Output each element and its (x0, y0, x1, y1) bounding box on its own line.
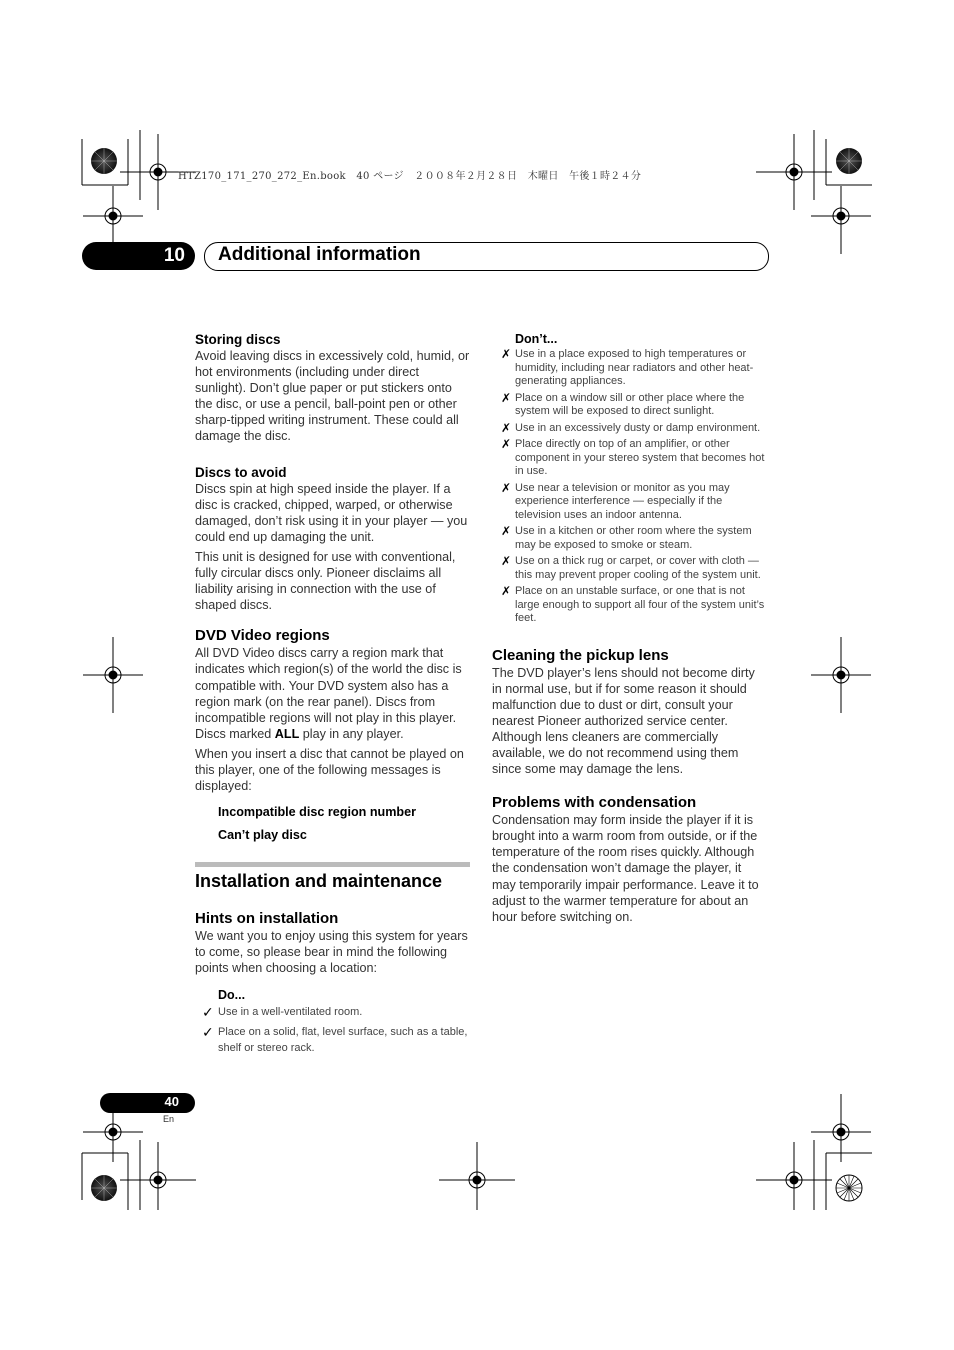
check-icon: ✓ (202, 1023, 214, 1040)
chapter-title-box (204, 242, 769, 271)
cross-icon: ✗ (501, 390, 512, 405)
cleaning-text: The DVD player’s lens should not become dirty in normal use, but if for some reason it should malfunction due to dust or dirt, consult your nearest Pioneer authorized service center. Although lens cleaners are commercially available, we do not recommend using them since some may damage the lens. (492, 665, 755, 777)
hints-heading: Hints on installation (195, 910, 339, 928)
dont-item: ✗ Use in a kitchen or other room where the system may be exposed to smoke or steam. (501, 524, 752, 551)
region-message-2: Can’t play disc (218, 828, 307, 843)
cross-icon: ✗ (501, 347, 512, 361)
chapter-number: 10 (163, 245, 185, 266)
page-number: 40 (164, 1094, 179, 1109)
region-message-1: Incompatible disc region number (218, 805, 417, 820)
do-item: ✓ Place on a solid, flat, level surface, such as a table, shelf or stereo rack. (202, 1023, 468, 1054)
right-column (492, 331, 767, 925)
page-number-badge (100, 1093, 195, 1113)
storing-discs-text: Avoid leaving discs in excessively cold, humid, or hot environments (including under direct sunlight). Don’t glue paper or put stickers onto the disc, or use a pencil, ball-point pen or other sharp-tipped writing instrument. These could all damage the disc. (195, 349, 470, 444)
print-info: HTZ170_171_270_272_En.book 40 ページ ２００８年２月２８日 木曜日 午後１時２４分 (178, 171, 642, 182)
dont-item: ✗ Place on an unstable surface, or one that is not large enough to support all four of the system unit’s feet. (501, 584, 765, 624)
dvd-regions-text-2: When you insert a disc that cannot be played on this player, one of the following messages is displayed: (195, 746, 464, 794)
cross-icon: ✗ (501, 584, 512, 598)
dvd-regions-text-1: All DVD Video discs carry a region mark that indicates which region(s) of the world the disc is compatible with. Your DVD system also has a region mark (on the rear panel). Discs from incompatible regions will not play in this player. Discs marked ALL play in any player. (195, 646, 462, 741)
discs-to-avoid-text-1: Discs spin at high speed inside the player. If a disc is cracked, chipped, warped, or otherwise damaged, don’t risk using it in your player — you could end up damaging the unit. (195, 481, 468, 544)
chapter-title: Additional information (218, 244, 421, 265)
installation-heading: Installation and maintenance (195, 871, 443, 892)
cross-icon: ✗ (501, 554, 512, 568)
cross-icon: ✗ (501, 480, 512, 495)
check-icon: ✓ (202, 1004, 214, 1021)
storing-discs-heading: Storing discs (195, 332, 281, 347)
chapter-number-badge (82, 242, 195, 270)
hints-text: We want you to enjoy using this system for years to come, so please bear in mind the following points when choosing a location: (195, 929, 468, 976)
dont-item: ✗ Place directly on top of an amplifier, or other component in your stereo system that becomes hot in use. (501, 437, 765, 477)
dont-item: ✗ Place on a window sill or other place where the system will be exposed to direct sunlight. (501, 390, 745, 417)
cross-icon: ✗ (501, 420, 512, 435)
dont-item: ✗ Use in an excessively dusty or damp environment. (501, 420, 761, 435)
discs-to-avoid-text-2: This unit is designed for use with conventional, fully circular discs only. Pioneer disclaims all liability arising in connection with the use of shaped discs. (195, 549, 456, 613)
dont-item: ✗ Use near a television or monitor as you may experience interference — especially if the television uses an indoor antenna. (501, 480, 730, 521)
do-heading: Do... (218, 988, 246, 1003)
left-column (195, 331, 470, 1056)
dont-heading: Don’t... (515, 332, 558, 346)
page-language: En (163, 1114, 175, 1124)
dont-item: ✗ Use on a thick rug or carpet, or cover with cloth — this may prevent proper cooling of the system unit. (501, 554, 761, 581)
section-rule (195, 862, 470, 867)
discs-to-avoid-heading: Discs to avoid (195, 464, 287, 480)
condensation-heading: Problems with condensation (492, 794, 697, 812)
condensation-text: Condensation may form inside the player if it is brought into a warm room from outside, or if the temperature of the room rises quickly. Although the condensation won’t damage the player, it may temporarily impair performance. Leave it to adjust to the warmer temperature for about an hour before switching on. (492, 813, 759, 924)
cross-icon: ✗ (501, 437, 512, 451)
cleaning-heading: Cleaning the pickup lens (492, 646, 669, 664)
dvd-regions-heading: DVD Video regions (195, 627, 330, 645)
cross-icon: ✗ (501, 524, 512, 538)
do-item: ✓ Use in a well-ventilated room. (202, 1004, 363, 1021)
dont-item: ✗ Use in a place exposed to high temperatures or humidity, including near radiators and other heat-generating appliances. (501, 347, 754, 387)
